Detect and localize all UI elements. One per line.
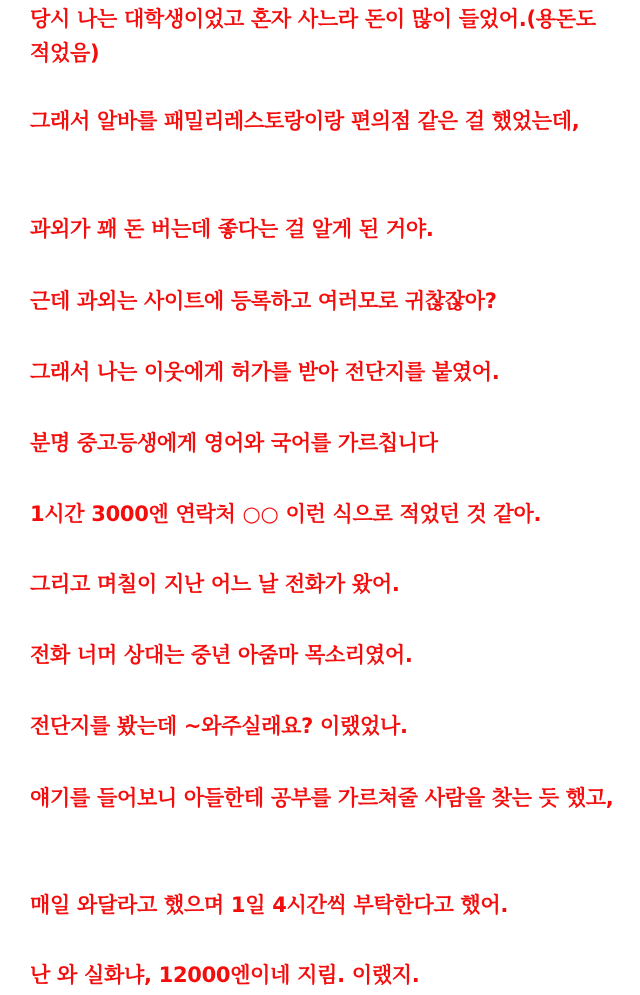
paragraph-10: 전단지를 봤는데 ~와주실래요? 이랬었나. — [30, 714, 408, 738]
paragraph-8: 그리고 며칠이 지난 어느 날 전화가 왔어. — [30, 572, 400, 596]
paragraph-4: 근데 과외는 사이트에 등록하고 여러모로 귀찮잖아? — [30, 289, 497, 313]
paragraph-2: 그래서 알바를 패밀리레스토랑이랑 편의점 같은 걸 했었는데, — [30, 109, 580, 133]
paragraph-3: 과외가 꽤 돈 버는데 좋다는 걸 알게 된 거야. — [30, 217, 434, 241]
paragraph-13: 난 와 실화냐, 12000엔이네 지림. 이랬지. — [30, 963, 420, 987]
paragraph-12: 매일 와달라고 했으며 1일 4시간씩 부탁한다고 했어. — [30, 893, 509, 917]
paragraph-9: 전화 너머 상대는 중년 아줌마 목소리였어. — [30, 643, 413, 667]
story-text — [30, 0, 620, 995]
paragraph-5: 그래서 나는 이웃에게 허가를 받아 전단지를 붙였어. — [30, 360, 500, 384]
paragraph-6: 분명 중고등생에게 영어와 국어를 가르칩니다 — [30, 431, 438, 455]
paragraph-11: 얘기를 들어보니 아들한테 공부를 가르쳐줄 사람을 찾는 듯 했고, — [30, 786, 614, 810]
paragraph-7: 1시간 3000엔 연락처 ○○ 이런 식으로 적었던 것 같아. — [30, 502, 542, 526]
paragraph-1: 당시 나는 대학생이었고 혼자 사느라 돈이 많이 들었어.(용돈도 적었음) — [30, 7, 596, 65]
